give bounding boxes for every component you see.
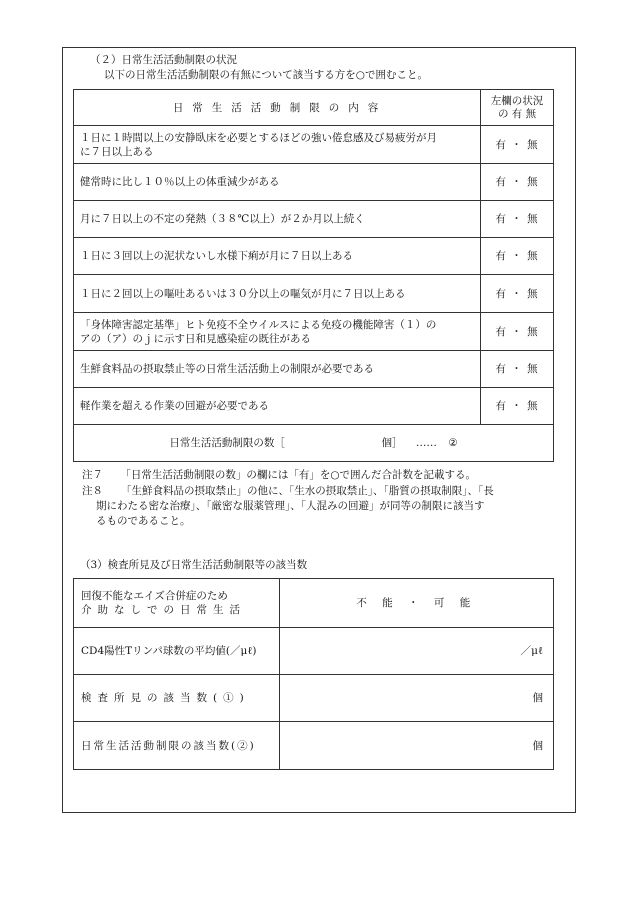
status-choice[interactable]: 有 ・ 無 <box>481 313 554 351</box>
header-status-line1: 左欄の状況 <box>490 94 544 107</box>
row-content: 軽作業を超える作業の回避が必要である <box>74 388 481 425</box>
note8-line1: 「生鮮食料品の摂取禁止」の他に、「生水の摂取禁止」、「脂質の摂取制限」、「長 <box>121 485 494 497</box>
table-row <box>74 126 554 164</box>
count-row <box>74 425 554 462</box>
table-row <box>74 238 554 275</box>
status-choice[interactable]: 有 ・ 無 <box>481 201 554 238</box>
header-status <box>481 90 554 126</box>
findings-table <box>73 578 554 770</box>
table-row <box>74 628 554 675</box>
row-content <box>74 313 481 351</box>
note7-label: 注７ <box>82 469 103 481</box>
table-header-row <box>74 90 554 126</box>
row-label: CD4陽性Tリンパ球数の平均値(／μℓ) <box>74 628 280 675</box>
row-text-line2: アの（ア）のｊに示す日和見感染症の既往がある <box>80 332 311 345</box>
table-row <box>74 164 554 201</box>
table-row <box>74 201 554 238</box>
count-unit: 個］ <box>381 437 403 449</box>
row-text-line2: に７日以上ある <box>80 145 154 158</box>
status-choice[interactable]: 有 ・ 無 <box>481 351 554 388</box>
findings-count-field[interactable]: 個 <box>279 675 553 722</box>
table-row <box>74 722 554 770</box>
status-choice[interactable]: 有 ・ 無 <box>481 388 554 425</box>
row-label-line2: 介助なしでの日常生活 <box>81 604 246 616</box>
count-dots: …… <box>415 437 437 449</box>
note8-label: 注８ <box>82 485 103 497</box>
table-row <box>74 388 554 425</box>
activity-restriction-table <box>73 89 554 462</box>
count-mark: ② <box>448 437 458 449</box>
row-content: １日に３回以上の泥状ないし水様下痢が月に７日以上ある <box>74 238 481 275</box>
status-choice[interactable]: 有 ・ 無 <box>481 238 554 275</box>
note7 <box>82 469 476 482</box>
row-content <box>74 126 481 164</box>
note7-text: 「日常生活活動制限の数」の欄には「有」を○で囲んだ合計数を記載する。 <box>120 469 477 481</box>
section3-title: （3）検査所見及び日常生活活動制限等の該当数 <box>80 559 308 571</box>
count-cell <box>74 425 554 462</box>
row-label: 検査所見の該当数(①) <box>74 675 280 722</box>
table-row <box>74 675 554 722</box>
table-row <box>74 579 554 628</box>
row-content: １日に２回以上の嘔吐あるいは３０分以上の嘔気が月に７日以上ある <box>74 275 481 313</box>
table-row <box>74 351 554 388</box>
row-content: 月に７日以上の不定の発熱（３８℃以上）が２か月以上続く <box>74 201 481 238</box>
table-row <box>74 275 554 313</box>
note8-line2: 期にわたる密な治療」、「厳密な服薬管理」、「人混みの回避」が同等の制限に該当す <box>96 500 485 512</box>
ability-choice[interactable]: 不 能 ・ 可 能 <box>279 579 553 628</box>
row-text-line1: １日に１時間以上の安静臥床を必要とするほどの強い倦怠感及び易疲労が月 <box>80 131 437 144</box>
row-label: 日常生活活動制限の該当数(②) <box>74 722 280 770</box>
row-label <box>74 579 280 628</box>
status-choice[interactable]: 有 ・ 無 <box>481 164 554 201</box>
status-choice[interactable]: 有 ・ 無 <box>481 126 554 164</box>
cd4-value-field[interactable]: ／μℓ <box>279 628 553 675</box>
note8-line3: るものであること。 <box>96 515 191 527</box>
restriction-count-field[interactable]: 個 <box>279 722 553 770</box>
count-label: 日常生活活動制限の数［ <box>169 437 285 449</box>
row-label-line1: 回復不能なエイズ合併症のため <box>81 590 228 602</box>
table-row <box>74 313 554 351</box>
section2-title: （２）日常生活活動制限の状況 <box>90 54 237 66</box>
row-text-line1: 「身体障害認定基準」ヒト免疫不全ウイルスによる免疫の機能障害（１）の <box>80 318 437 331</box>
row-content: 健常時に比し１０％以上の体重減少がある <box>74 164 481 201</box>
header-status-line2: の 有 無 <box>497 107 537 120</box>
section2-instruction: 以下の日常生活活動制限の有無について該当する方を○で囲むこと。 <box>104 69 428 81</box>
status-choice[interactable]: 有 ・ 無 <box>481 275 554 313</box>
header-content: 日常生活活動制限の内容 <box>74 90 481 126</box>
row-content: 生鮮食料品の摂取禁止等の日常生活活動上の制限が必要である <box>74 351 481 388</box>
